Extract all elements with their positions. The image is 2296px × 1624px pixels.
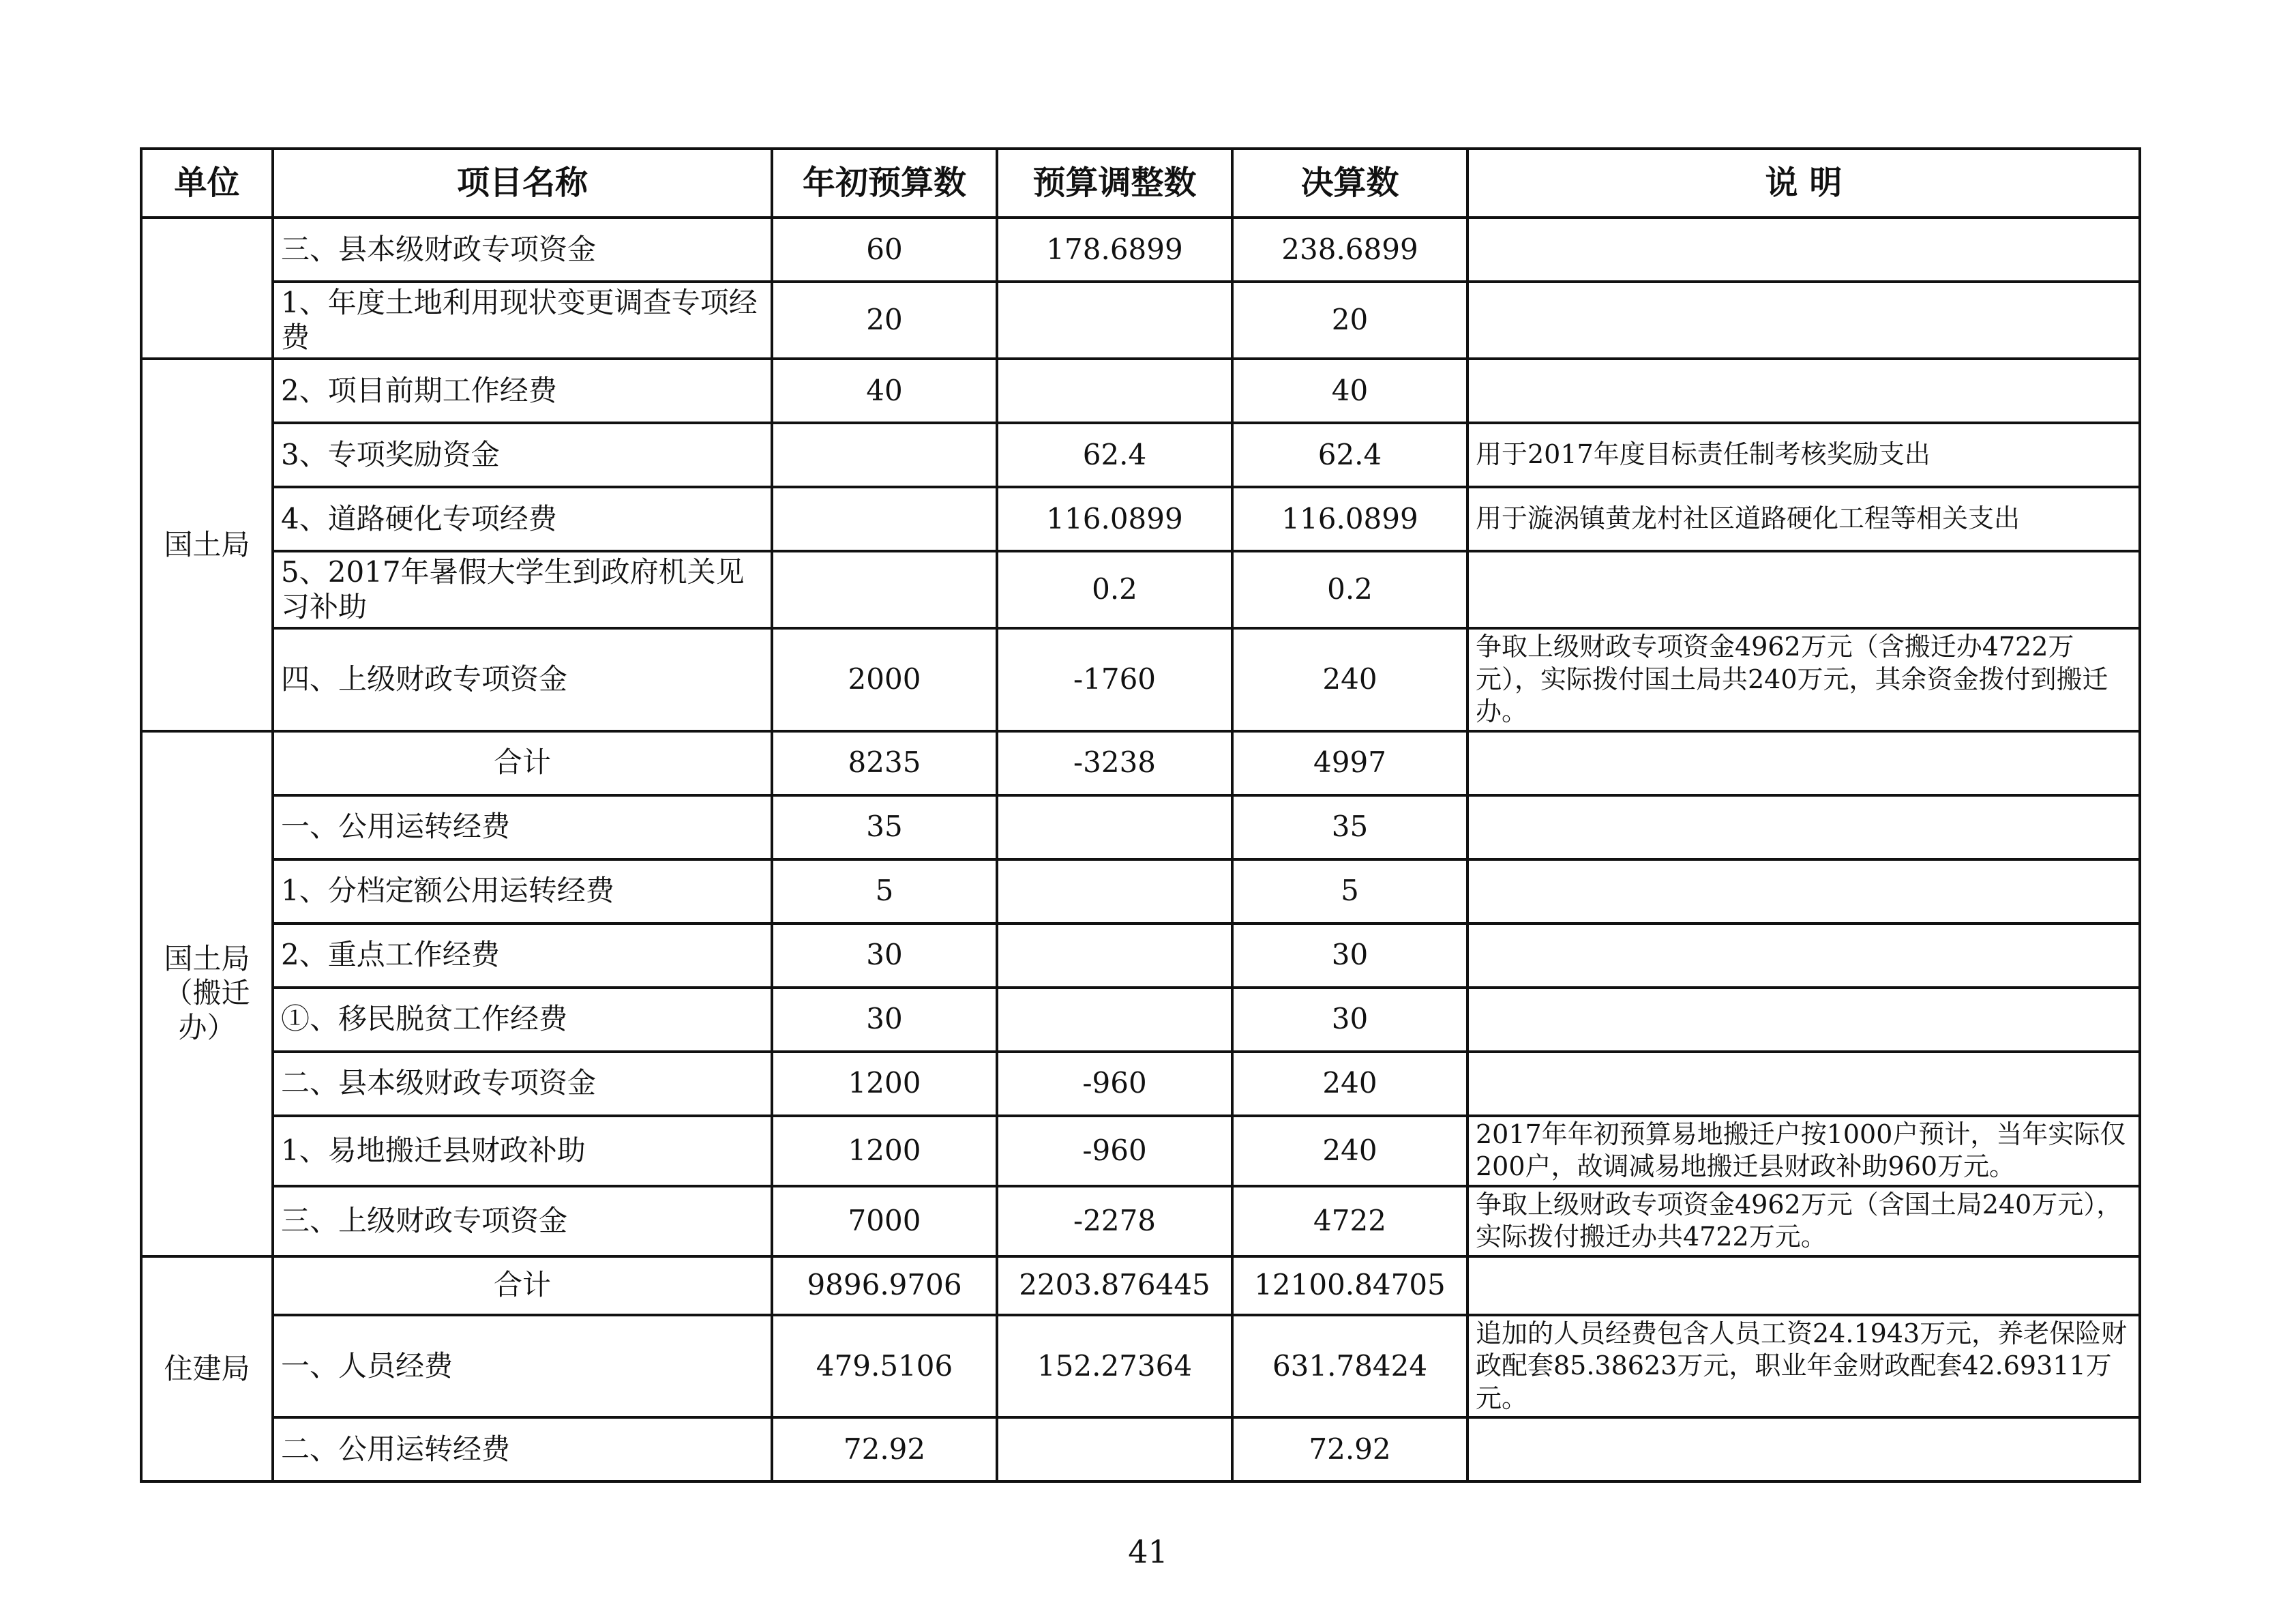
project-name-cell: 1、分档定额公用运转经费 <box>273 859 772 924</box>
table-row <box>141 1116 2140 1186</box>
initial-budget-cell: 1200 <box>772 1052 997 1116</box>
header-notes: 说 明 <box>1467 149 2140 218</box>
table-row <box>141 1417 2140 1481</box>
project-name-cell: 1、易地搬迁县财政补助 <box>273 1116 772 1186</box>
final-account-cell: 0.2 <box>1232 551 1467 628</box>
table-row <box>141 628 2140 731</box>
header-project-name: 项目名称 <box>273 149 772 218</box>
initial-budget-cell: 1200 <box>772 1116 997 1186</box>
budget-adjustment-cell <box>997 1417 1232 1481</box>
final-account-cell: 240 <box>1232 628 1467 731</box>
final-account-cell: 116.0899 <box>1232 487 1467 551</box>
note-cell <box>1467 924 2140 988</box>
initial-budget-cell <box>772 551 997 628</box>
table-row <box>141 924 2140 988</box>
note-cell <box>1467 1417 2140 1481</box>
note-cell <box>1467 859 2140 924</box>
project-name-cell: 2、项目前期工作经费 <box>273 359 772 423</box>
budget-adjustment-cell: 0.2 <box>997 551 1232 628</box>
table-row <box>141 218 2140 282</box>
note-cell <box>1467 218 2140 282</box>
project-name-cell: 二、县本级财政专项资金 <box>273 1052 772 1116</box>
project-name-cell: 四、上级财政专项资金 <box>273 628 772 731</box>
table-row <box>141 551 2140 628</box>
final-account-cell: 12100.84705 <box>1232 1256 1467 1315</box>
note-cell: 争取上级财政专项资金4962万元（含国土局240万元），实际拨付搬迁办共4722万元。 <box>1467 1186 2140 1256</box>
initial-budget-cell: 40 <box>772 359 997 423</box>
page-number: 41 <box>1128 1533 1168 1570</box>
initial-budget-cell: 30 <box>772 924 997 988</box>
budget-adjustment-cell <box>997 359 1232 423</box>
final-account-cell: 240 <box>1232 1116 1467 1186</box>
budget-adjustment-cell: -960 <box>997 1116 1232 1186</box>
note-cell: 争取上级财政专项资金4962万元（含搬迁办4722万元），实际拨付国土局共240万元，其余资金拨付到搬迁办。 <box>1467 628 2140 731</box>
note-cell <box>1467 551 2140 628</box>
header-final-account: 决算数 <box>1232 149 1467 218</box>
budget-adjustment-cell: -1760 <box>997 628 1232 731</box>
table-row <box>141 988 2140 1052</box>
project-name-cell: 合计 <box>273 731 772 795</box>
initial-budget-cell: 9896.9706 <box>772 1256 997 1315</box>
budget-adjustment-cell: -2278 <box>997 1186 1232 1256</box>
budget-adjustment-cell: 152.27364 <box>997 1315 1232 1418</box>
unit-cell: 国土局（搬迁办） <box>141 731 273 1256</box>
budget-adjustment-cell: -3238 <box>997 731 1232 795</box>
budget-adjustment-cell <box>997 282 1232 359</box>
project-name-cell: 1、年度土地利用现状变更调查专项经费 <box>273 282 772 359</box>
initial-budget-cell: 479.5106 <box>772 1315 997 1418</box>
table-row <box>141 731 2140 795</box>
project-name-cell: 一、公用运转经费 <box>273 795 772 859</box>
note-cell: 用于2017年度目标责任制考核奖励支出 <box>1467 423 2140 487</box>
project-name-cell: 合计 <box>273 1256 772 1315</box>
initial-budget-cell: 2000 <box>772 628 997 731</box>
initial-budget-cell <box>772 487 997 551</box>
final-account-cell: 240 <box>1232 1052 1467 1116</box>
final-account-cell: 238.6899 <box>1232 218 1467 282</box>
final-account-cell: 62.4 <box>1232 423 1467 487</box>
budget-adjustment-cell <box>997 795 1232 859</box>
final-account-cell: 4997 <box>1232 731 1467 795</box>
table-row <box>141 1186 2140 1256</box>
note-cell: 用于漩涡镇黄龙村社区道路硬化工程等相关支出 <box>1467 487 2140 551</box>
initial-budget-cell: 72.92 <box>772 1417 997 1481</box>
project-name-cell: 3、专项奖励资金 <box>273 423 772 487</box>
table-row <box>141 359 2140 423</box>
final-account-cell: 30 <box>1232 988 1467 1052</box>
budget-adjustment-cell: -960 <box>997 1052 1232 1116</box>
unit-cell: 国土局 <box>141 359 273 731</box>
unit-cell <box>141 218 273 359</box>
header-initial-budget: 年初预算数 <box>772 149 997 218</box>
initial-budget-cell: 7000 <box>772 1186 997 1256</box>
project-name-cell: 三、县本级财政专项资金 <box>273 218 772 282</box>
header-budget-adjustment: 预算调整数 <box>997 149 1232 218</box>
final-account-cell: 5 <box>1232 859 1467 924</box>
initial-budget-cell: 30 <box>772 988 997 1052</box>
budget-adjustment-cell: 178.6899 <box>997 218 1232 282</box>
budget-table-container <box>140 147 2138 1483</box>
project-name-cell: 三、上级财政专项资金 <box>273 1186 772 1256</box>
header-unit: 单位 <box>141 149 273 218</box>
note-cell: 追加的人员经费包含人员工资24.1943万元，养老保险财政配套85.38623万元，职业年金财政配套42.69311万元。 <box>1467 1315 2140 1418</box>
budget-adjustment-cell: 62.4 <box>997 423 1232 487</box>
note-cell <box>1467 1256 2140 1315</box>
project-name-cell: 一、人员经费 <box>273 1315 772 1418</box>
table-row <box>141 1315 2140 1418</box>
initial-budget-cell: 20 <box>772 282 997 359</box>
final-account-cell: 30 <box>1232 924 1467 988</box>
note-cell <box>1467 988 2140 1052</box>
budget-adjustment-cell <box>997 859 1232 924</box>
note-cell <box>1467 1052 2140 1116</box>
final-account-cell: 631.78424 <box>1232 1315 1467 1418</box>
note-cell <box>1467 282 2140 359</box>
final-account-cell: 72.92 <box>1232 1417 1467 1481</box>
table-row <box>141 859 2140 924</box>
header-row <box>141 149 2140 218</box>
project-name-cell: 二、公用运转经费 <box>273 1417 772 1481</box>
initial-budget-cell: 60 <box>772 218 997 282</box>
note-cell <box>1467 359 2140 423</box>
note-cell: 2017年年初预算易地搬迁户按1000户预计，当年实际仅200户，故调减易地搬迁县财政补助960万元。 <box>1467 1116 2140 1186</box>
table-row <box>141 282 2140 359</box>
table-body <box>141 218 2140 1481</box>
project-name-cell: 5、2017年暑假大学生到政府机关见习补助 <box>273 551 772 628</box>
final-account-cell: 20 <box>1232 282 1467 359</box>
final-account-cell: 35 <box>1232 795 1467 859</box>
table-row <box>141 423 2140 487</box>
budget-adjustment-cell <box>997 924 1232 988</box>
initial-budget-cell: 5 <box>772 859 997 924</box>
budget-adjustment-cell <box>997 988 1232 1052</box>
table-row <box>141 1052 2140 1116</box>
initial-budget-cell: 35 <box>772 795 997 859</box>
budget-adjustment-cell: 116.0899 <box>997 487 1232 551</box>
unit-cell: 住建局 <box>141 1256 273 1482</box>
table-row <box>141 487 2140 551</box>
note-cell <box>1467 795 2140 859</box>
table-row <box>141 795 2140 859</box>
note-cell <box>1467 731 2140 795</box>
initial-budget-cell: 8235 <box>772 731 997 795</box>
final-account-cell: 40 <box>1232 359 1467 423</box>
table-row <box>141 1256 2140 1315</box>
initial-budget-cell <box>772 423 997 487</box>
budget-table <box>140 147 2141 1483</box>
project-name-cell: 4、道路硬化专项经费 <box>273 487 772 551</box>
project-name-cell: 2、重点工作经费 <box>273 924 772 988</box>
final-account-cell: 4722 <box>1232 1186 1467 1256</box>
project-name-cell: ①、移民脱贫工作经费 <box>273 988 772 1052</box>
budget-adjustment-cell: 2203.876445 <box>997 1256 1232 1315</box>
